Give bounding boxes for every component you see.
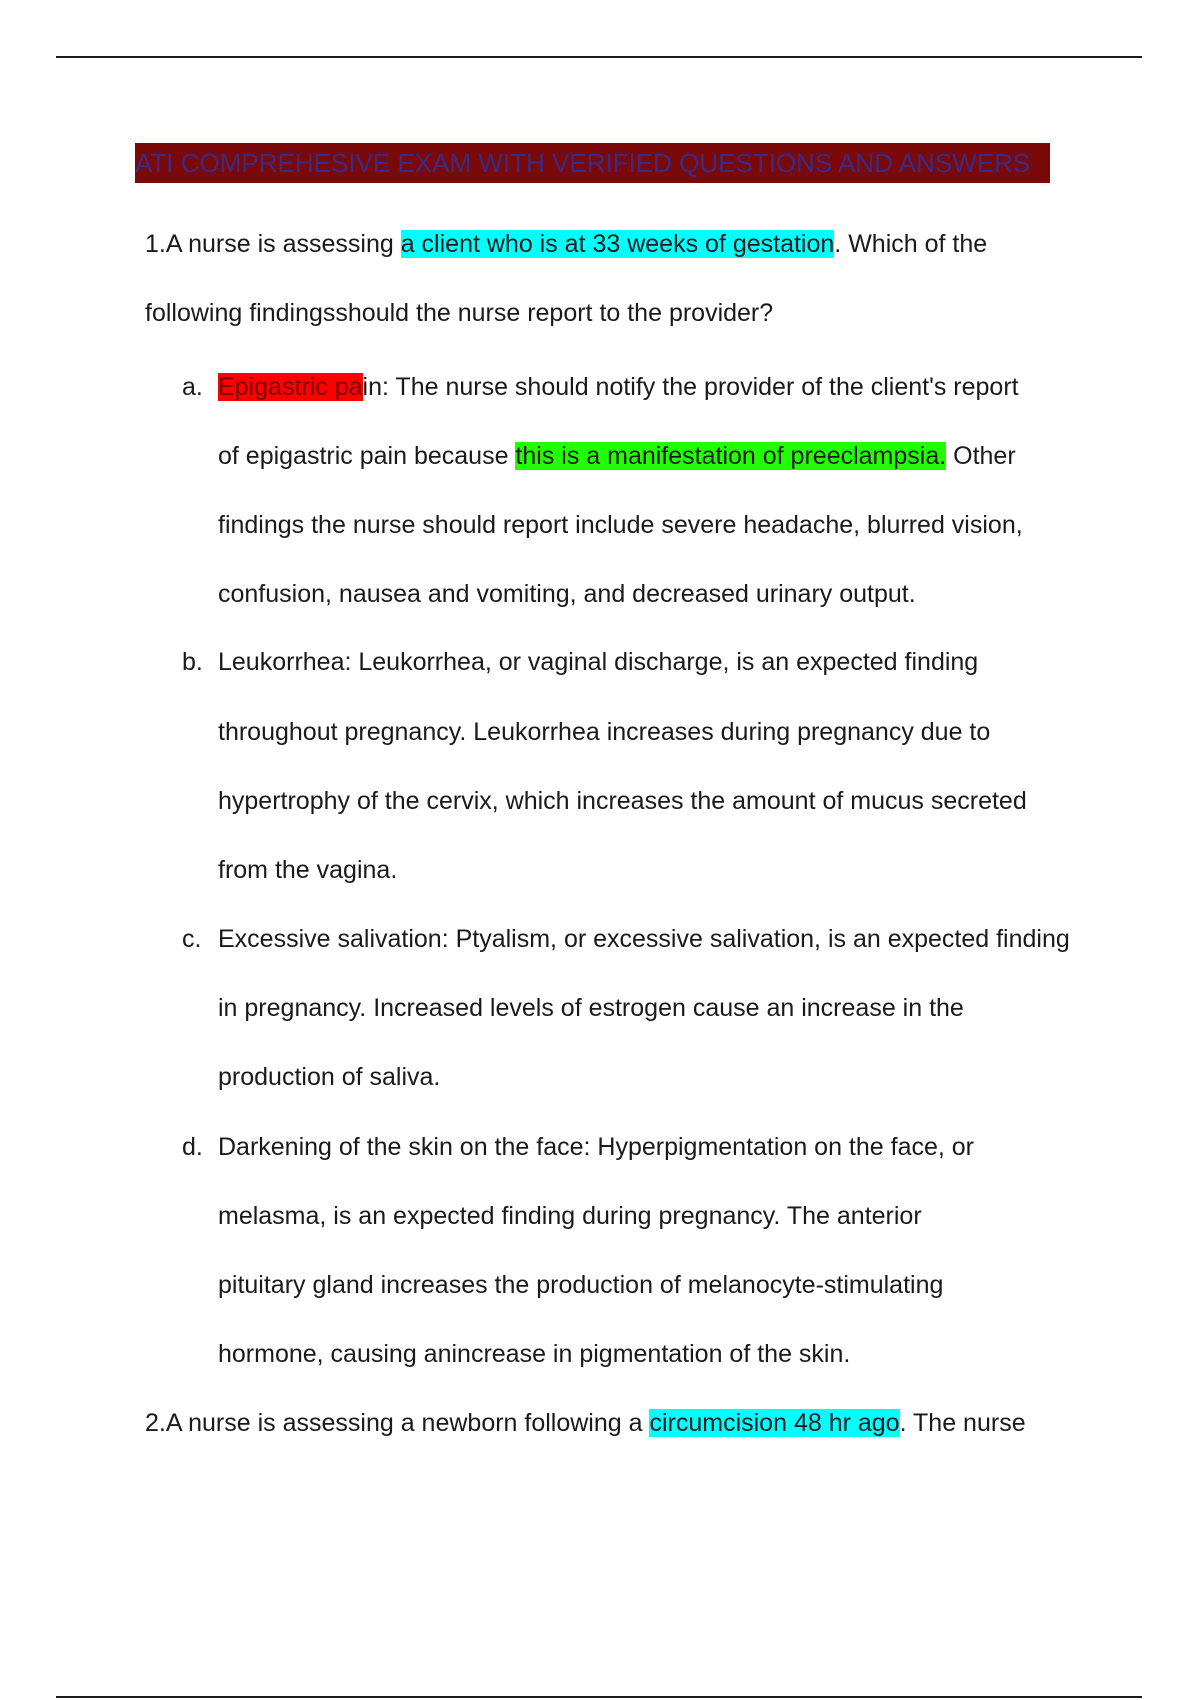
option-c-line-2: in pregnancy. Increased levels of estrogen cause an increase in the <box>218 994 964 1022</box>
document-title <box>135 143 1050 183</box>
top-rule <box>56 56 1142 58</box>
question-2-number: 2. <box>145 1409 166 1437</box>
highlight-cyan: circumcision 48 hr ago <box>649 1409 900 1437</box>
question-1-line-1: 1.A nurse is assessing a client who is at 33 weeks of gestation. Which of the <box>145 230 988 258</box>
option-b-line-1: Leukorrhea: Leukorrhea, or vaginal discharge, is an expected finding <box>218 648 979 676</box>
question-1-line-2: following findingsshould the nurse report to the provider? <box>145 299 774 327</box>
option-b-letter: b. <box>182 648 203 676</box>
question-2-line-1: 2.A nurse is assessing a newborn following a circumcision 48 hr ago. The nurse <box>145 1409 1026 1437</box>
option-b-line-4: from the vagina. <box>218 856 398 884</box>
option-d-line-1: Darkening of the skin on the face: Hyperpigmentation on the face, or <box>218 1133 975 1161</box>
option-d-line-2: melasma, is an expected finding during pregnancy. The anterior <box>218 1202 922 1230</box>
option-c-line-3: production of saliva. <box>218 1063 441 1091</box>
option-d-line-4: hormone, causing anincrease in pigmentation of the skin. <box>218 1340 851 1368</box>
option-c-letter: c. <box>182 925 202 953</box>
document-title-text: ATI COMPREHESIVE EXAM WITH VERIFIED QUESTIONS AND ANSWERS <box>135 148 1031 178</box>
option-a-letter: a. <box>182 373 203 401</box>
option-a-line-2: of epigastric pain because this is a manifestation of preeclampsia. Other <box>218 442 1016 470</box>
option-a-line-1: Epigastric pain: The nurse should notify the provider of the client's report <box>218 373 1019 401</box>
option-c-line-1: Excessive salivation: Ptyalism, or excessive salivation, is an expected finding <box>218 925 1070 953</box>
bottom-rule <box>56 1696 1142 1698</box>
option-a-line-4: confusion, nausea and vomiting, and decreased urinary output. <box>218 580 916 608</box>
option-b-line-3: hypertrophy of the cervix, which increases the amount of mucus secreted <box>218 787 1027 815</box>
highlight-red: Epigastric pa <box>218 373 363 401</box>
highlight-cyan: a client who is at 33 weeks of gestation <box>400 230 835 258</box>
option-b-line-2: throughout pregnancy. Leukorrhea increases during pregnancy due to <box>218 718 991 746</box>
option-d-line-3: pituitary gland increases the production of melanocyte-stimulating <box>218 1271 944 1299</box>
option-a-line-3: findings the nurse should report include severe headache, blurred vision, <box>218 511 1023 539</box>
option-d-letter: d. <box>182 1133 203 1161</box>
question-1-number: 1. <box>145 230 166 258</box>
highlight-green: this is a manifestation of preeclampsia. <box>515 442 947 470</box>
